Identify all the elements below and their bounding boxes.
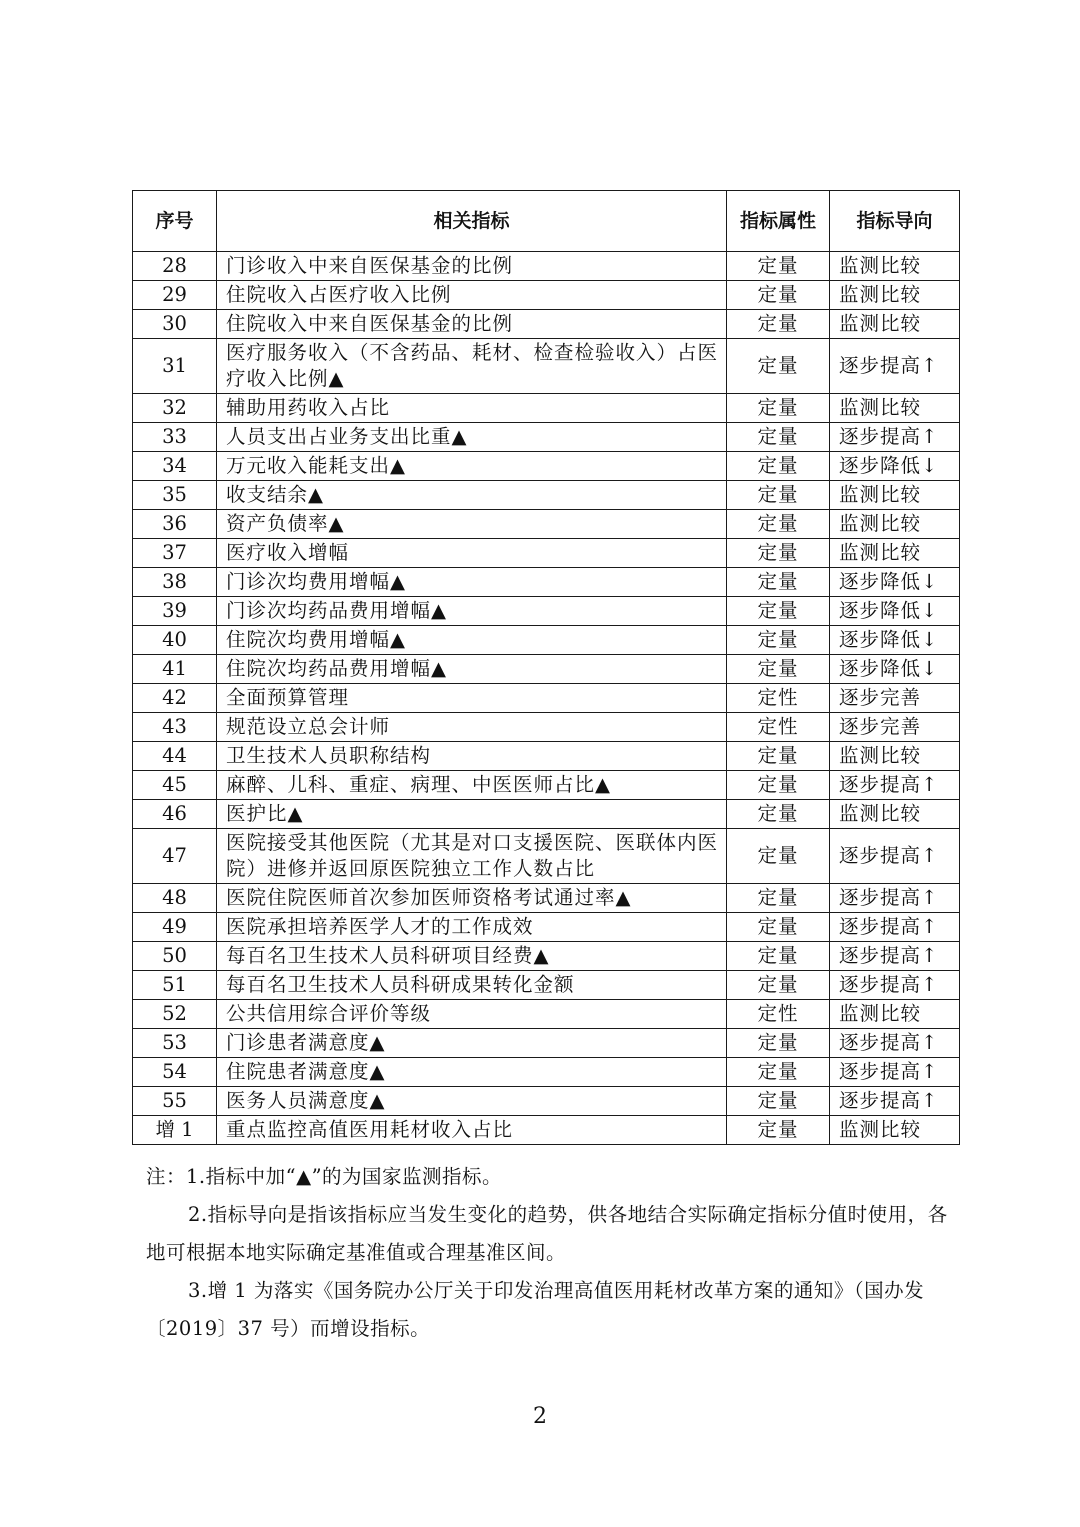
- table-row: [133, 971, 960, 1000]
- note-2: 2.指标导向是指该指标应当发生变化的趋势，供各地结合实际确定指标分值时使用，各地可根据本地实际确定基准值或合理基准区间。: [146, 1203, 948, 1264]
- cell-attribute: 定量: [727, 626, 830, 655]
- cell-direction: 逐步提高↑: [830, 1058, 960, 1087]
- cell-direction: 监测比较: [830, 1116, 960, 1145]
- cell-direction: 逐步提高↑: [830, 1087, 960, 1116]
- cell-indicator: 住院收入占医疗收入比例: [217, 281, 727, 310]
- cell-indicator: 规范设立总会计师: [217, 713, 727, 742]
- cell-attribute: 定量: [727, 539, 830, 568]
- cell-direction: 逐步提高↑: [830, 942, 960, 971]
- cell-attribute: 定量: [727, 655, 830, 684]
- cell-direction: 监测比较: [830, 800, 960, 829]
- cell-direction: 逐步提高↑: [830, 884, 960, 913]
- cell-direction: 监测比较: [830, 394, 960, 423]
- table-row: [133, 539, 960, 568]
- note-1: 注：1.指标中加“▲”的为国家监测指标。: [146, 1165, 503, 1188]
- cell-serial: 35: [133, 481, 217, 510]
- table-row: [133, 452, 960, 481]
- cell-indicator: 资产负债率▲: [217, 510, 727, 539]
- cell-attribute: 定量: [727, 568, 830, 597]
- cell-indicator: 辅助用药收入占比: [217, 394, 727, 423]
- cell-attribute: 定量: [727, 971, 830, 1000]
- cell-serial: 51: [133, 971, 217, 1000]
- cell-serial: 41: [133, 655, 217, 684]
- cell-serial: 30: [133, 310, 217, 339]
- table-row: [133, 1029, 960, 1058]
- table-row: [133, 1087, 960, 1116]
- cell-attribute: 定性: [727, 684, 830, 713]
- cell-serial: 37: [133, 539, 217, 568]
- cell-direction: 监测比较: [830, 510, 960, 539]
- cell-serial: 38: [133, 568, 217, 597]
- table-row: [133, 655, 960, 684]
- cell-direction: 逐步降低↓: [830, 655, 960, 684]
- table-row: [133, 510, 960, 539]
- cell-direction: 逐步提高↑: [830, 339, 960, 394]
- cell-serial: 34: [133, 452, 217, 481]
- cell-attribute: 定量: [727, 942, 830, 971]
- cell-direction: 逐步提高↑: [830, 423, 960, 452]
- cell-indicator: 人员支出占业务支出比重▲: [217, 423, 727, 452]
- cell-direction: 逐步降低↓: [830, 452, 960, 481]
- cell-attribute: 定量: [727, 884, 830, 913]
- cell-attribute: 定量: [727, 510, 830, 539]
- cell-serial: 36: [133, 510, 217, 539]
- cell-direction: 逐步降低↓: [830, 597, 960, 626]
- table-row: [133, 884, 960, 913]
- cell-serial: 47: [133, 829, 217, 884]
- cell-serial: 28: [133, 252, 217, 281]
- cell-indicator: 门诊次均药品费用增幅▲: [217, 597, 727, 626]
- cell-indicator: 医院承担培养医学人才的工作成效: [217, 913, 727, 942]
- cell-attribute: 定量: [727, 1087, 830, 1116]
- cell-attribute: 定量: [727, 452, 830, 481]
- cell-direction: 监测比较: [830, 1000, 960, 1029]
- cell-direction: 监测比较: [830, 742, 960, 771]
- header-direction: 指标导向: [830, 191, 960, 252]
- cell-indicator: 门诊次均费用增幅▲: [217, 568, 727, 597]
- table-row: [133, 597, 960, 626]
- table-row: [133, 800, 960, 829]
- cell-indicator: 医院接受其他医院（尤其是对口支援医院、医联体内医院）进修并返回原医院独立工作人数占比: [217, 829, 727, 884]
- cell-serial: 29: [133, 281, 217, 310]
- cell-attribute: 定量: [727, 1029, 830, 1058]
- cell-serial: 48: [133, 884, 217, 913]
- table-header-row: [133, 191, 960, 252]
- table-row: [133, 481, 960, 510]
- table-row: [133, 684, 960, 713]
- cell-attribute: 定量: [727, 394, 830, 423]
- table-row: [133, 913, 960, 942]
- cell-serial: 45: [133, 771, 217, 800]
- cell-direction: 监测比较: [830, 310, 960, 339]
- header-attribute: 指标属性: [727, 191, 830, 252]
- cell-attribute: 定性: [727, 1000, 830, 1029]
- cell-serial: 55: [133, 1087, 217, 1116]
- cell-attribute: 定量: [727, 913, 830, 942]
- cell-direction: 逐步提高↑: [830, 771, 960, 800]
- table-row: [133, 1116, 960, 1145]
- table-row: [133, 1058, 960, 1087]
- table-row: [133, 281, 960, 310]
- cell-direction: 监测比较: [830, 481, 960, 510]
- cell-direction: 逐步完善: [830, 713, 960, 742]
- cell-attribute: 定量: [727, 800, 830, 829]
- header-indicator: 相关指标: [217, 191, 727, 252]
- cell-indicator: 住院患者满意度▲: [217, 1058, 727, 1087]
- cell-serial: 增 1: [133, 1116, 217, 1145]
- cell-indicator: 住院收入中来自医保基金的比例: [217, 310, 727, 339]
- cell-serial: 33: [133, 423, 217, 452]
- cell-serial: 31: [133, 339, 217, 394]
- cell-attribute: 定量: [727, 1116, 830, 1145]
- table-row: [133, 626, 960, 655]
- cell-indicator: 医护比▲: [217, 800, 727, 829]
- table-row: [133, 1000, 960, 1029]
- cell-direction: 逐步降低↓: [830, 568, 960, 597]
- cell-indicator: 每百名卫生技术人员科研成果转化金额: [217, 971, 727, 1000]
- cell-indicator: 收支结余▲: [217, 481, 727, 510]
- table-row: [133, 568, 960, 597]
- cell-attribute: 定量: [727, 1058, 830, 1087]
- cell-serial: 44: [133, 742, 217, 771]
- cell-serial: 42: [133, 684, 217, 713]
- cell-indicator: 重点监控高值医用耗材收入占比: [217, 1116, 727, 1145]
- cell-indicator: 公共信用综合评价等级: [217, 1000, 727, 1029]
- cell-attribute: 定量: [727, 423, 830, 452]
- cell-indicator: 医疗服务收入（不含药品、耗材、检查检验收入）占医疗收入比例▲: [217, 339, 727, 394]
- cell-indicator: 万元收入能耗支出▲: [217, 452, 727, 481]
- cell-direction: 监测比较: [830, 281, 960, 310]
- cell-serial: 54: [133, 1058, 217, 1087]
- page-number: 2: [533, 1404, 547, 1429]
- table-row: [133, 742, 960, 771]
- cell-serial: 39: [133, 597, 217, 626]
- cell-serial: 40: [133, 626, 217, 655]
- cell-attribute: 定量: [727, 339, 830, 394]
- cell-indicator: 全面预算管理: [217, 684, 727, 713]
- table-row: [133, 829, 960, 884]
- cell-serial: 49: [133, 913, 217, 942]
- indicator-table: [132, 190, 960, 1145]
- note-3: 3.增 1 为落实《国务院办公厅关于印发治理高值医用耗材改革方案的通知》（国办发〔2019〕37 号）而增设指标。: [146, 1279, 925, 1340]
- cell-indicator: 门诊患者满意度▲: [217, 1029, 727, 1058]
- cell-serial: 46: [133, 800, 217, 829]
- table-row: [133, 310, 960, 339]
- table-row: [133, 771, 960, 800]
- cell-attribute: 定量: [727, 597, 830, 626]
- table-row: [133, 713, 960, 742]
- cell-indicator: 医务人员满意度▲: [217, 1087, 727, 1116]
- cell-indicator: 住院次均费用增幅▲: [217, 626, 727, 655]
- cell-indicator: 门诊收入中来自医保基金的比例: [217, 252, 727, 281]
- cell-attribute: 定量: [727, 310, 830, 339]
- cell-attribute: 定量: [727, 481, 830, 510]
- cell-direction: 逐步提高↑: [830, 829, 960, 884]
- notes-section: [146, 1158, 956, 1348]
- cell-direction: 监测比较: [830, 539, 960, 568]
- cell-attribute: 定量: [727, 252, 830, 281]
- cell-direction: 监测比较: [830, 252, 960, 281]
- cell-indicator: 医院住院医师首次参加医师资格考试通过率▲: [217, 884, 727, 913]
- cell-serial: 52: [133, 1000, 217, 1029]
- cell-indicator: 医疗收入增幅: [217, 539, 727, 568]
- cell-attribute: 定性: [727, 713, 830, 742]
- cell-serial: 50: [133, 942, 217, 971]
- cell-indicator: 麻醉、儿科、重症、病理、中医医师占比▲: [217, 771, 727, 800]
- cell-direction: 逐步提高↑: [830, 1029, 960, 1058]
- table-row: [133, 394, 960, 423]
- cell-attribute: 定量: [727, 829, 830, 884]
- cell-serial: 43: [133, 713, 217, 742]
- header-serial: 序号: [133, 191, 217, 252]
- cell-attribute: 定量: [727, 742, 830, 771]
- cell-indicator: 每百名卫生技术人员科研项目经费▲: [217, 942, 727, 971]
- cell-direction: 逐步提高↑: [830, 913, 960, 942]
- table-row: [133, 252, 960, 281]
- cell-attribute: 定量: [727, 771, 830, 800]
- cell-indicator: 卫生技术人员职称结构: [217, 742, 727, 771]
- table-row: [133, 942, 960, 971]
- cell-direction: 逐步降低↓: [830, 626, 960, 655]
- cell-direction: 逐步提高↑: [830, 971, 960, 1000]
- table-row: [133, 339, 960, 394]
- cell-direction: 逐步完善: [830, 684, 960, 713]
- table-body: [133, 252, 960, 1145]
- cell-serial: 32: [133, 394, 217, 423]
- cell-serial: 53: [133, 1029, 217, 1058]
- table-row: [133, 423, 960, 452]
- cell-attribute: 定量: [727, 281, 830, 310]
- cell-indicator: 住院次均药品费用增幅▲: [217, 655, 727, 684]
